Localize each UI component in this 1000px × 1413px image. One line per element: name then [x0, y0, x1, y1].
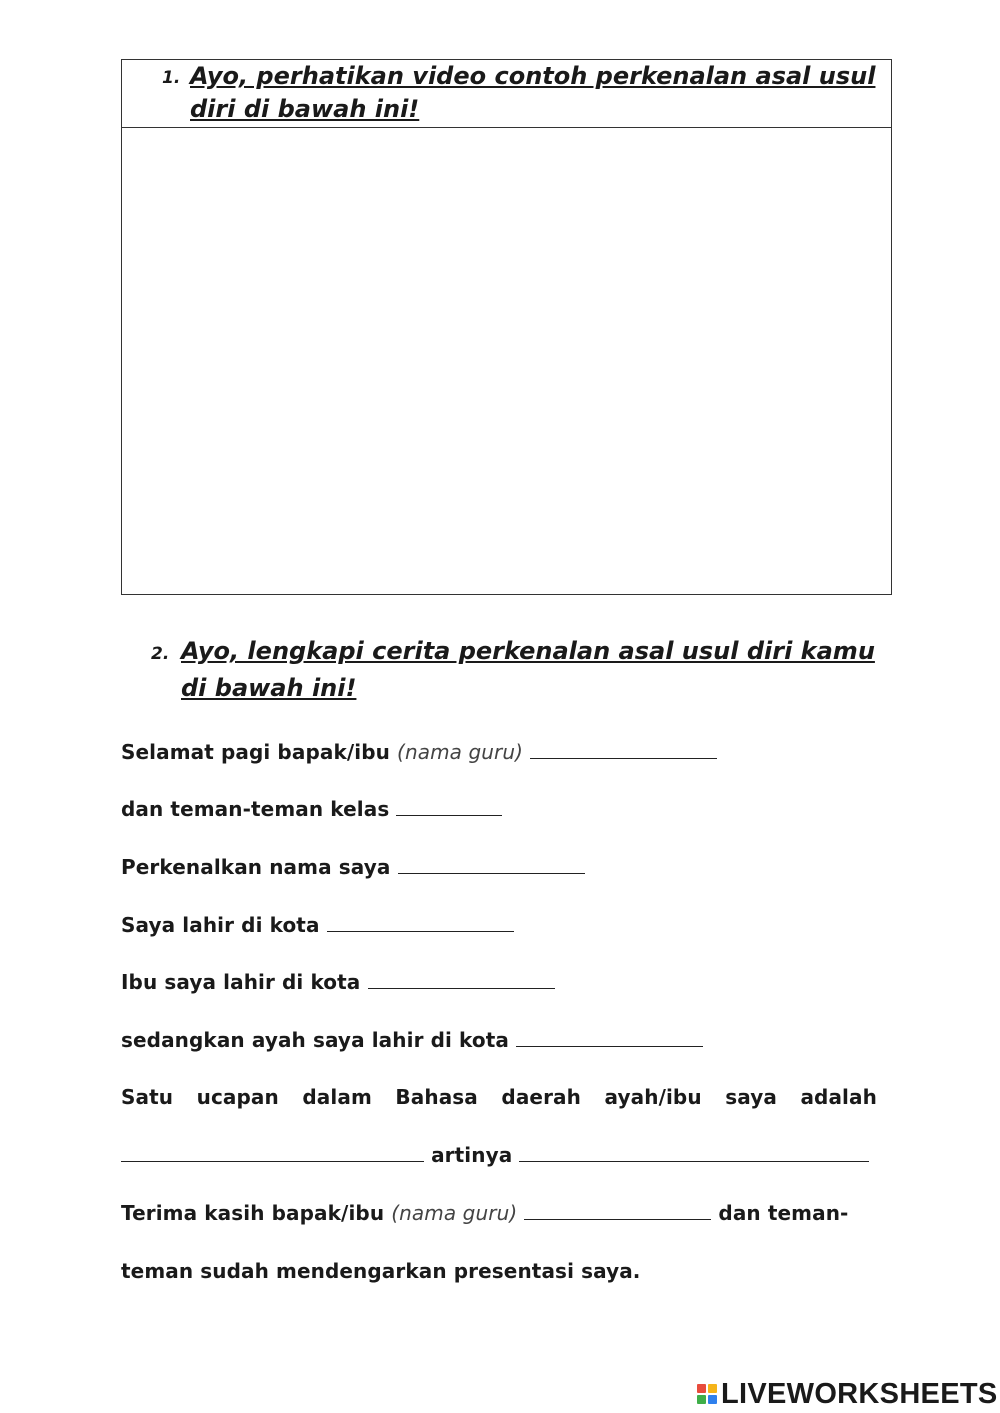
word: daerah [501, 1085, 581, 1109]
line-mother-city [121, 970, 555, 994]
meaning-text: artinya [431, 1143, 513, 1167]
section2-instruction-line1: Ayo, lengkapi cerita perkenalan asal usul diri kamu [181, 637, 875, 665]
word: Bahasa [395, 1085, 478, 1109]
line-birth-city [121, 913, 514, 937]
word: saya [725, 1085, 777, 1109]
teacher-name-blank-2[interactable] [524, 1201, 711, 1220]
teacher-name-hint-2: (nama guru) [391, 1201, 518, 1225]
video-embed-area[interactable] [122, 128, 891, 594]
phrase-blank[interactable] [121, 1143, 424, 1162]
class-blank[interactable] [396, 797, 502, 816]
section1-number: 1. [162, 68, 181, 88]
teacher-name-hint: (nama guru) [397, 740, 524, 764]
father-city-text: sedangkan ayah saya lahir di kota [121, 1028, 509, 1052]
line-classmates [121, 797, 502, 821]
teacher-name-blank[interactable] [530, 740, 717, 759]
meaning-blank[interactable] [519, 1143, 869, 1162]
father-city-blank[interactable] [516, 1028, 703, 1047]
birth-city-blank[interactable] [327, 913, 514, 932]
section1-instruction-line1: Ayo, perhatikan video contoh perkenalan asal usul [190, 62, 876, 90]
mother-city-text: Ibu saya lahir di kota [121, 970, 361, 994]
video-box [121, 59, 892, 595]
line-name [121, 855, 585, 879]
word: adalah [800, 1085, 877, 1109]
birth-city-text: Saya lahir di kota [121, 913, 320, 937]
liveworksheets-logo [697, 1378, 998, 1410]
greeting-text: Selamat pagi bapak/ibu [121, 740, 390, 764]
logo-text: LIVEWORKSHEETS [721, 1377, 998, 1410]
closing-text: teman sudah mendengarkan presentasi saya. [121, 1259, 641, 1283]
line-thanks [121, 1201, 848, 1225]
line-phrase-meaning [121, 1143, 869, 1167]
section1-instruction-line2: diri di bawah ini! [190, 95, 420, 123]
video-box-header [122, 60, 891, 128]
word: Satu [121, 1085, 174, 1109]
thanks-end-text: dan teman- [718, 1201, 849, 1225]
line-greeting [121, 740, 717, 764]
word: ayah/ibu [604, 1085, 702, 1109]
thanks-text: Terima kasih bapak/ibu [121, 1201, 385, 1225]
word: ucapan [196, 1085, 279, 1109]
mother-city-blank[interactable] [368, 970, 555, 989]
logo-squares-icon [697, 1384, 717, 1404]
line-regional-phrase [121, 1085, 877, 1109]
line-closing [121, 1259, 641, 1283]
name-text: Perkenalkan nama saya [121, 855, 391, 879]
word: dalam [302, 1085, 372, 1109]
section2-instruction-line2: di bawah ini! [181, 674, 357, 702]
line-father-city [121, 1028, 703, 1052]
section2-number: 2. [151, 644, 170, 664]
classmates-text: dan teman-teman kelas [121, 797, 390, 821]
name-blank[interactable] [398, 855, 585, 874]
